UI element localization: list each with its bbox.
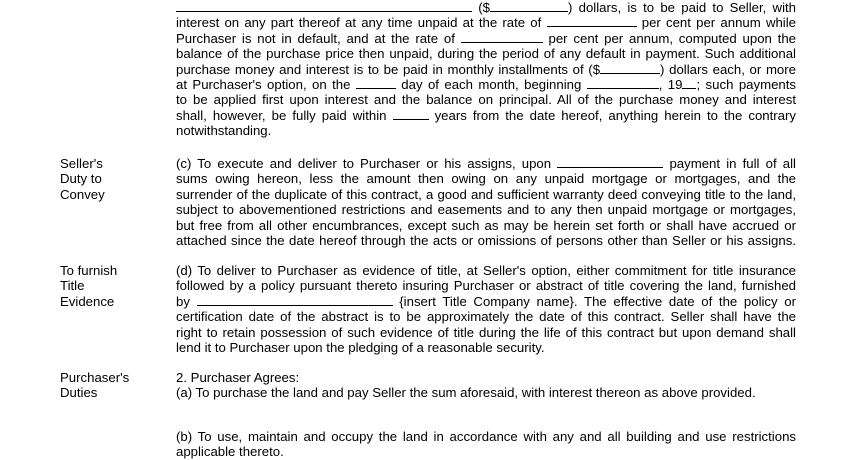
start-date-input[interactable] [587, 79, 659, 90]
sellers-duty-paragraph [176, 156, 796, 248]
default-rate-field[interactable] [461, 31, 543, 43]
payment-line-2: interest on any part thereof at any time unpaid at the rate of per cent per annum while [176, 15, 796, 31]
payment-line-3: Purchaser is not in default, and at the rate of per cent per annum, computed upon the [176, 30, 797, 46]
start-year-input[interactable] [682, 79, 696, 90]
duty-line-2: sums owing hereon, less the amount then owing on any unpaid mortgage or mortgages, and the [176, 171, 796, 187]
evidence-line-2: followed by a policy pursuant thereto insuring Purchaser or abstract of title covering the land, furnished [176, 278, 796, 294]
payment-line-6: at Purchaser's option, on the day of each month, beginning , 19 ; such payments [176, 77, 796, 93]
payoff-years-input[interactable] [393, 110, 429, 121]
total-amount-input[interactable] [490, 2, 568, 13]
evidence-line-4: certification date of the abstract is to be approximately the date of this contract. Seller shall have the [176, 309, 796, 325]
duty-line-5: but free from all other encumbrances, except such as may be herein set forth or shall have accrued or [176, 217, 796, 233]
payment-day-field[interactable] [356, 77, 396, 89]
payment-line-5: purchase money and interest is to be paid in monthly installments of ($ ) dollars each, or more [176, 61, 796, 77]
interest-rate-input[interactable] [547, 18, 637, 29]
evidence-line-6: lend it to Purchaser upon the pledging of a reasonable security. [176, 340, 545, 356]
sellers-duty-label: Seller's Duty to Convey [60, 156, 105, 202]
title-company-field[interactable] [197, 294, 393, 306]
installment-amount-field[interactable] [600, 62, 660, 74]
title-company-input[interactable] [197, 296, 393, 307]
payment-line-9: notwithstanding. [176, 123, 272, 139]
clause-a: (a) To purchase the land and pay Seller the sum aforesaid, with interest thereon as above provided. [176, 385, 756, 401]
purchasers-duties-section [176, 370, 796, 401]
duty-line-3: surrender of the duplicate of this contract, a good and sufficient warranty deed conveying title to the land, [176, 186, 796, 202]
purchasers-duties-label: Purchaser's Duties [60, 370, 130, 401]
installment-amount-input[interactable] [600, 64, 660, 75]
payment-condition-input[interactable] [557, 158, 663, 169]
total-amount-field[interactable] [490, 0, 568, 12]
total-amount-words-input[interactable] [176, 2, 472, 13]
payment-day-input[interactable] [356, 79, 396, 90]
clause-b-line-1: (b) To use, maintain and occupy the land in accordance with any and all building and use restrictions [176, 429, 796, 444]
duty-line-1: (c) To execute and deliver to Purchaser or his assigns, upon payment in full of all [176, 156, 796, 171]
payment-line-8: shall, however, be fully paid within years from the date hereof, anything herein to the contrary [176, 107, 796, 123]
payment-terms-paragraph [176, 0, 796, 139]
duty-line-4: subject to abovementioned restrictions and easements and to any then unpaid mortgage or mortgages, [176, 202, 796, 218]
payment-line-7: to be applied first upon interest and the balance on principal. All of the purchase money and interest [176, 92, 796, 108]
payment-line-4: balance of the purchase price then unpaid, during the period of any default in payment. Such additional [176, 46, 796, 62]
clause-b [176, 429, 796, 460]
payment-line-1: ($ ) dollars, is to be paid to Seller, with [176, 0, 796, 15]
evidence-line-1: (d) To deliver to Purchaser as evidence of title, at Seller's option, either commitment for title insurance [176, 263, 796, 278]
start-year-field[interactable] [682, 77, 696, 89]
section-2-heading: 2. Purchaser Agrees: [176, 370, 300, 385]
payment-condition-field[interactable] [557, 156, 663, 168]
evidence-line-5: right to retain possession of such evidence of title during the life of this contract but upon demand shall [176, 324, 796, 340]
interest-rate-field[interactable] [547, 15, 637, 27]
evidence-line-3: by {insert Title Company name}. The effective date of the policy or [176, 293, 796, 309]
duty-line-6: attached since the date hereof through the acts or omissions of persons other than Seller or his assigns. [176, 233, 796, 249]
title-evidence-label: To furnish Title Evidence [60, 263, 118, 309]
start-date-field[interactable] [587, 77, 659, 89]
total-amount-words-field[interactable] [176, 0, 472, 12]
title-evidence-paragraph [176, 263, 796, 355]
default-rate-input[interactable] [461, 33, 543, 44]
payoff-years-field[interactable] [393, 108, 429, 120]
clause-b-line-2: applicable thereto. [176, 444, 284, 460]
